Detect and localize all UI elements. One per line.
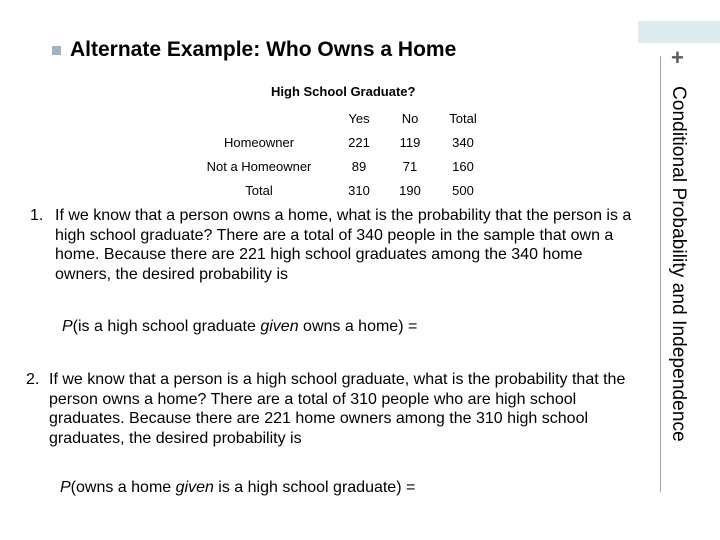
question-text: If we know that a person owns a home, what is the probability that the person is a high school graduate? There are a total of 340 people in the sample that own a home. Because there are 221 high school graduates among the 340 home owners, the desired probability is [55, 207, 632, 283]
question-number: 1. [30, 207, 44, 224]
formula-text: (is a high school graduate [72, 318, 261, 335]
column-header-yes: Yes [348, 110, 370, 126]
side-section-label: Conditional Probability and Independence [668, 86, 689, 442]
square-bullet-icon [52, 46, 61, 55]
formula-symbol: P [60, 479, 71, 496]
formula-2 [60, 479, 415, 497]
side-divider-line [660, 56, 661, 492]
header-accent-bar [638, 21, 720, 43]
title-row [52, 38, 456, 62]
slide-title: Alternate Example: Who Owns a Home [70, 38, 457, 61]
table-cell: 500 [452, 182, 474, 198]
table-caption: High School Graduate? [271, 84, 416, 99]
question-number: 2. [26, 371, 40, 388]
table-cell: 340 [452, 134, 474, 150]
table-corner-cell [182, 106, 336, 130]
table-row [182, 178, 488, 202]
formula-emphasis: given [175, 479, 214, 496]
table-cell: 119 [399, 134, 421, 150]
column-header-no: No [401, 110, 419, 126]
table-cell: 221 [348, 134, 370, 150]
formula-text: (owns a home [70, 479, 176, 496]
row-label: Homeowner [223, 134, 295, 150]
question-text: If we know that a person is a high school graduate, what is the probability that the person owns a home? There are a total of 310 people who are high school graduates. Because there are 221 home owners among the 310 high school graduates, the desired probability is [49, 371, 626, 447]
formula-symbol: P [62, 318, 73, 335]
table-header-row [182, 106, 488, 130]
table-cell: 160 [452, 158, 474, 174]
question-1 [30, 206, 640, 284]
row-label: Total [245, 182, 273, 198]
column-header-total: Total [449, 110, 477, 126]
two-way-table [182, 106, 488, 202]
formula-emphasis: given [260, 318, 299, 335]
table-cell: 71 [402, 158, 418, 174]
table-cell: 89 [351, 158, 367, 174]
formula-text: is a high school graduate) = [213, 479, 416, 496]
plus-icon: + [671, 45, 684, 70]
table-cell: 310 [348, 182, 370, 198]
table-cell: 190 [399, 182, 421, 198]
row-label: Not a Homeowner [206, 158, 312, 174]
table-row [182, 130, 488, 154]
formula-1 [62, 318, 417, 336]
question-2 [26, 370, 640, 448]
formula-text: owns a home) = [298, 318, 418, 335]
table-row [182, 154, 488, 178]
